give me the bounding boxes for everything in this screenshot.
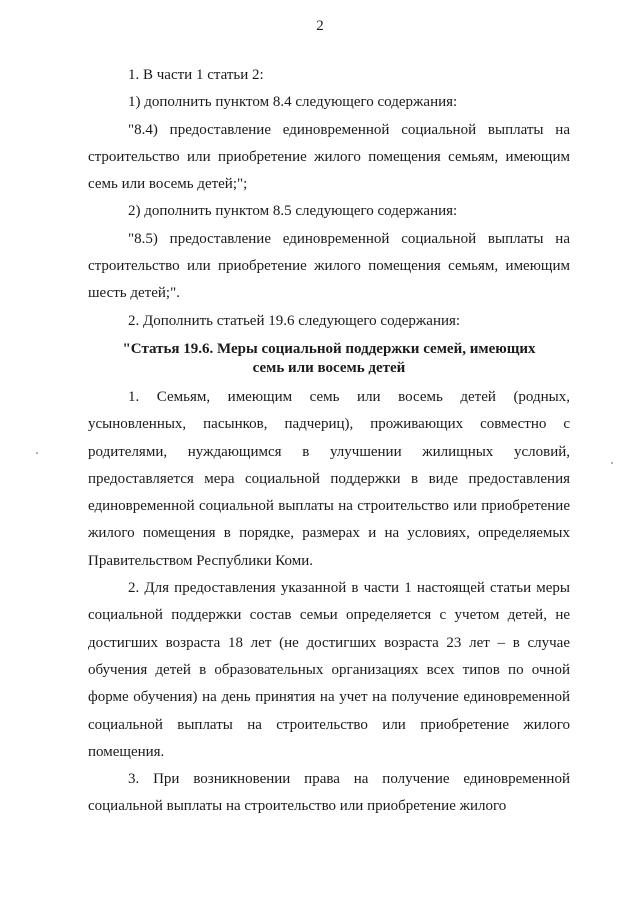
article-paragraph-3: 3. При возникновении права на получение единовременной социальной выплаты на строительство или приобретение жилого	[88, 771, 570, 815]
paragraph-point-8-5: "8.5) предоставление единовременной социальной выплаты на строительство или приобретение жилого помещения семьям, имеющим шесть детей;".	[88, 230, 570, 302]
article-paragraph-2: 2. Для предоставления указанной в части 1 настоящей статьи меры социальной поддержки состав семьи определяется с учетом детей, не достигших возраста 18 лет (не достигших возраста 23 лет – в случае обучения детей в образовательных организациях всех типов по очной форме обучения) на день принятия на учет на получение единовременной социальной выплаты на строительство или приобретение жилого помещения.	[88, 580, 570, 760]
article-paragraph-1: 1. Семьям, имеющим семь или восемь детей (родных, усыновленных, пасынков, падчериц), проживающих совместно с родителями, нуждающимся в улучшении жилищных условий, предоставляется мера социальной поддержки в виде предоставления единовременной социальной выплаты на строительство или приобретение жилого помещения в порядке, размерах и на условиях, определяемых Правительством Республики Коми.	[88, 388, 570, 569]
scan-speck	[611, 462, 613, 464]
article-heading-line2: семь или восемь детей	[252, 359, 406, 376]
paragraph-item1: 1) дополнить пунктом 8.4 следующего содержания:	[128, 94, 458, 111]
article-heading	[88, 340, 570, 378]
scan-speck	[36, 452, 38, 454]
page-number: 2	[316, 18, 324, 34]
document-body	[88, 62, 570, 821]
paragraph-part1: 1. В части 1 статьи 2:	[128, 67, 264, 83]
paragraph-point-8-4: "8.4) предоставление единовременной социальной выплаты на строительство или приобретение жилого помещения семьям, имеющим семь или восемь детей;";	[88, 121, 570, 193]
paragraph-item2: 2) дополнить пунктом 8.5 следующего содержания:	[128, 203, 458, 220]
article-heading-line1: "Статья 19.6. Меры социальной поддержки семей, имеющих	[122, 340, 536, 357]
paragraph-part2: 2. Дополнить статьей 19.6 следующего содержания:	[128, 312, 461, 329]
